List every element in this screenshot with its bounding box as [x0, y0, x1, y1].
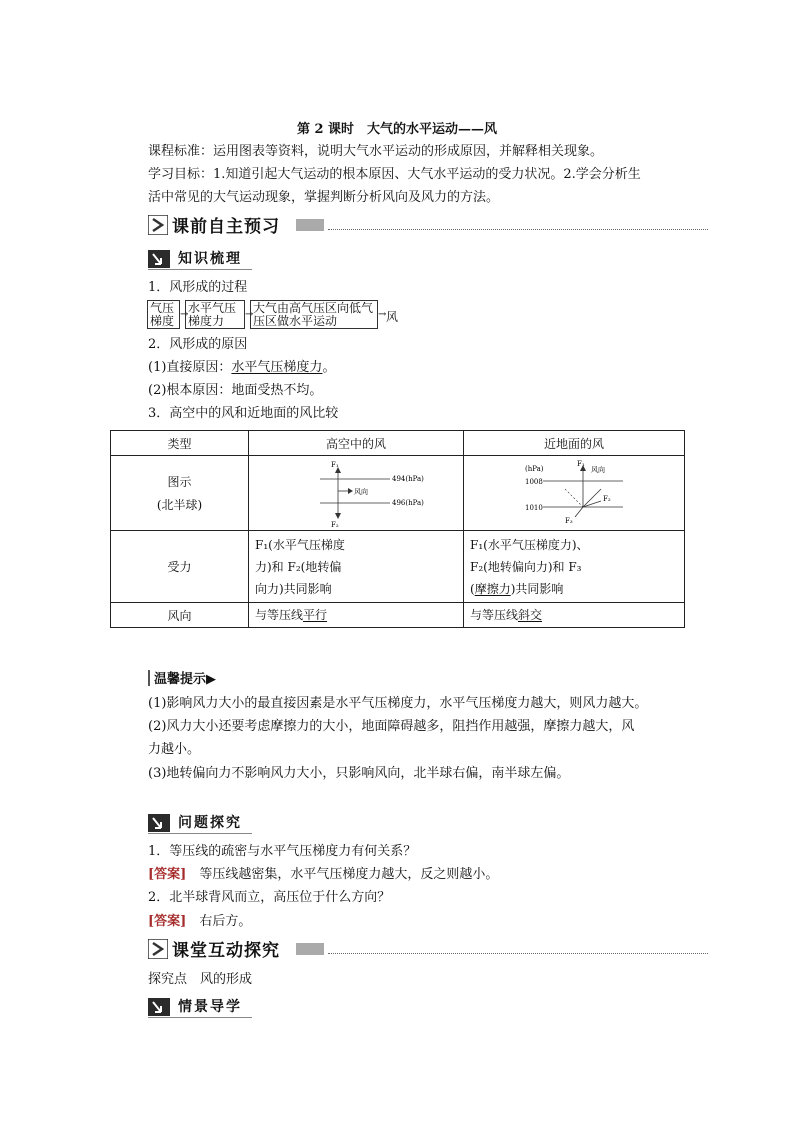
near-ground-forces: [464, 531, 685, 603]
table-row-forces: [111, 531, 685, 603]
section-arrow-icon: [148, 215, 168, 235]
hint-3: (3)地转偏向力不影响风力大小，只影响风向，北半球右偏，南半球左偏。: [148, 766, 570, 781]
sub-banner-underline: [148, 269, 252, 270]
row-label-diagram: [111, 456, 249, 531]
banner-dotted-line: [328, 229, 708, 230]
section-banner-preview: [148, 214, 708, 236]
high-altitude-direction: [249, 603, 464, 628]
section3-heading: 3．高空中的风和近地面的风比较: [148, 406, 339, 421]
banner-dotted-line: [328, 953, 708, 954]
page-title: 第 2 课时 大气的水平运动——风: [296, 122, 498, 137]
row-label-direction: 风向: [111, 603, 249, 628]
answer-tag: [答案]: [148, 914, 187, 929]
label-wind-direction: 风向: [591, 466, 605, 474]
label-isobar-494: 494(hPa): [392, 475, 424, 483]
table-header-row: [111, 431, 685, 456]
hint-2-line2: 力越小。: [148, 742, 201, 757]
flow-arrow-icon: →: [245, 309, 254, 320]
course-standard: 课程标准：运用图表等资料，说明大气水平运动的形成原因，并解释相关现象。: [148, 144, 604, 159]
direct-cause-answer: 水平气压梯度力: [231, 360, 323, 375]
section-arrow-icon: [148, 939, 168, 959]
header-type: 类型: [111, 431, 249, 456]
high-altitude-forces: [249, 531, 464, 603]
hint-1: (1)影响风力大小的最直接因素是水平气压梯度力，水平气压梯度力越大，则风力越大。: [148, 696, 648, 711]
high-forces-line: 向力)共同影响: [255, 581, 332, 596]
root-cause: (2)根本原因：地面受热不均。: [148, 383, 323, 398]
sub-banner-underline: [148, 833, 252, 834]
answer-tag: [答案]: [148, 867, 187, 882]
flow-box-horizontal-motion: 大气由高气压区向低气压区做水平运动: [250, 300, 378, 329]
hint-2-line1: (2)风力大小还要考虑摩擦力的大小，地面障碍越多，阻挡作用越强，摩擦力越大，风: [148, 719, 635, 734]
warm-hint-header: [148, 668, 688, 688]
learning-goal-line1: 学习目标：1.知道引起大气运动的根本原因、大气水平运动的受力状况。2.学会分析生: [148, 167, 641, 182]
flow-box-pressure-gradient: 气压梯度: [147, 300, 180, 329]
table-row-direction: [111, 603, 685, 628]
low-direction-answer: 斜交: [518, 608, 543, 622]
sub-banner-scene: [148, 996, 268, 1018]
high-direction-text: 与等压线: [255, 608, 304, 622]
sub-banner-label: 知识梳理: [178, 251, 242, 267]
sub-banner-label: 情景导学: [178, 999, 242, 1015]
flow-result-wind: 风: [386, 310, 399, 324]
low-forces-line: [470, 578, 683, 600]
header-high-altitude: 高空中的风: [249, 431, 464, 456]
high-forces-line: F₁(水平气压梯度: [255, 537, 345, 552]
high-altitude-diagram-cell: [249, 456, 464, 531]
sub-arrow-icon: [148, 998, 170, 1016]
banner-label: 课前自主预习: [172, 217, 280, 237]
section1-heading: 1．风形成的过程: [148, 280, 248, 295]
direct-cause: [148, 356, 688, 379]
sub-banner-underline: [148, 1017, 252, 1018]
hint-bar: [148, 670, 150, 686]
force-vector-f3: [575, 507, 583, 517]
sub-banner-knowledge: [148, 248, 268, 270]
label-f1: F₁: [331, 461, 339, 469]
low-forces-open: (: [470, 581, 475, 596]
row-label-diagram-a: 图示: [167, 475, 192, 489]
low-forces-close: )共同影响: [510, 581, 564, 596]
high-altitude-wind-diagram: [250, 457, 462, 529]
label-wind-direction: 风向: [354, 488, 368, 496]
answer-1: [148, 863, 688, 886]
banner-decoration: [296, 219, 324, 231]
sub-arrow-icon: [148, 250, 170, 268]
row-label-forces: 受力: [111, 531, 249, 603]
high-forces-line: 力)和 F₂(地转偏: [255, 559, 342, 574]
arrowhead: [348, 488, 353, 494]
arrowhead: [335, 513, 341, 519]
answer-2-text: 右后方。: [186, 914, 252, 929]
section-banner-classroom: [148, 938, 708, 960]
direct-cause-suffix: 。: [322, 360, 336, 375]
question-2: 2．北半球背风而立，高压位于什么方向？: [148, 890, 391, 905]
header-near-ground: 近地面的风: [464, 431, 685, 456]
near-ground-wind-diagram: [465, 457, 683, 529]
learning-goal-line2: 活中常见的大气运动现象，掌握判断分析风向及风力的方法。: [148, 190, 500, 205]
label-f1: F₁: [577, 460, 585, 468]
sub-arrow-icon: [148, 814, 170, 832]
flow-arrow-icon: →: [180, 309, 189, 320]
sub-banner-question: [148, 812, 268, 834]
flow-box-gradient-force: 水平气压梯度力: [185, 300, 245, 329]
answer-2: [148, 910, 688, 933]
table-row-diagram: [111, 456, 685, 531]
low-forces-friction: 摩擦力: [474, 581, 511, 596]
label-f3: F₃: [565, 517, 573, 525]
banner-label: 课堂互动探究: [172, 941, 280, 961]
high-direction-answer: 平行: [303, 608, 328, 622]
label-f2: F₂: [603, 495, 611, 503]
hint-title: 温馨提示▶: [154, 672, 216, 687]
answer-1-text: 等压线越密集，水平气压梯度力越大，反之则越小。: [186, 867, 499, 882]
low-direction-text: 与等压线: [470, 608, 519, 622]
section2-heading: 2．风形成的原因: [148, 337, 248, 352]
low-forces-line: F₁(水平气压梯度力)、: [470, 537, 589, 552]
low-forces-line: F₂(地转偏向力)和 F₃: [470, 559, 582, 574]
comparison-table: [110, 430, 685, 628]
near-ground-diagram-cell: [464, 456, 685, 531]
label-isobar-496: 496(hPa): [392, 499, 424, 507]
banner-decoration: [296, 943, 324, 955]
exploration-point: 探究点 风的形成: [148, 972, 253, 987]
guide-line: [565, 489, 583, 507]
direct-cause-prefix: (1)直接原因：: [148, 360, 232, 375]
flow-arrow-icon: →: [378, 309, 387, 320]
sub-banner-label: 问题探究: [178, 815, 242, 831]
label-unit-hpa: (hPa): [525, 465, 544, 473]
label-f2: F₂: [331, 521, 339, 529]
row-label-diagram-b: (北半球): [156, 498, 203, 512]
label-isobar-1008: 1008: [525, 478, 543, 486]
near-ground-direction: [464, 603, 685, 628]
question-1: 1．等压线的疏密与水平气压梯度力有何关系？: [148, 844, 417, 859]
label-isobar-1010: 1010: [525, 504, 543, 512]
